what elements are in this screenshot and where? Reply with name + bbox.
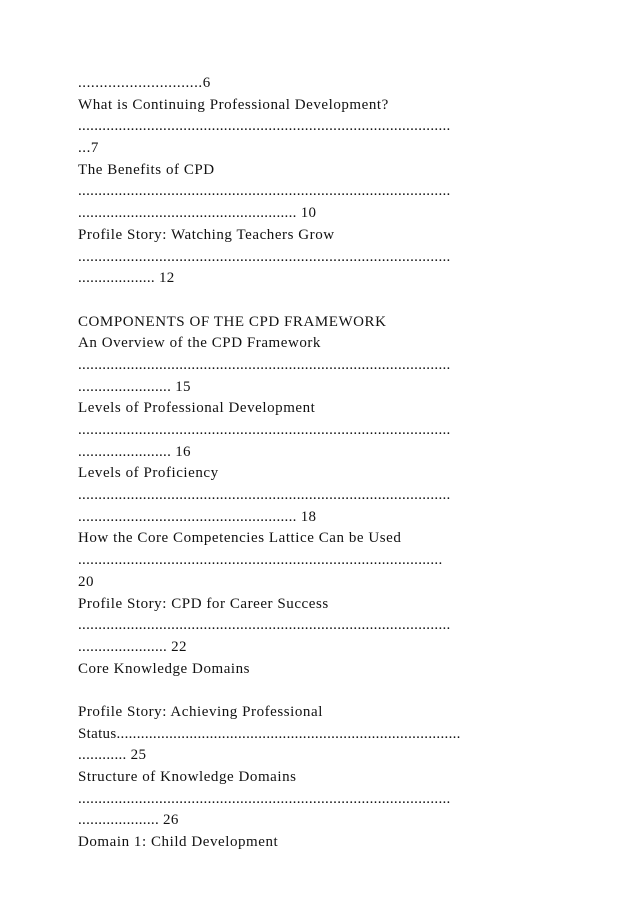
toc-page-number: ...................................................... 18 [78,508,317,525]
toc-leader-dots: .......................................................................................... [78,552,443,569]
toc-leader-dots: ............................................................................................ [78,790,451,807]
toc-page-number: ...................................................... 10 [78,205,317,222]
toc-leader-dots: ............................................................................................ [78,422,451,438]
toc-entry-title: Levels of Proficiency [78,465,219,482]
toc-leader-dots: ............................................................................................ [78,118,451,135]
toc-blank-line [78,290,560,312]
toc-page-number: ....................... 16 [78,443,191,460]
toc-entry-title: An Overview of the CPD Framework [78,335,321,352]
toc-page-number: .................... 26 [78,812,179,829]
toc-entry-title: Levels of Professional Development [78,400,316,417]
toc-entry-title-continued: Status..................................................................................... [78,725,461,742]
toc-entry-title: Core Knowledge Domains [78,660,251,677]
table-of-contents [78,73,560,854]
toc-leader-dots: ............................................................................................ [78,617,451,634]
toc-entry-title: What is Continuing Professional Development? [78,96,389,113]
toc-page-number: 20 [78,573,95,590]
toc-line: .............................6 [78,75,211,91]
toc-page-number: ................... 12 [78,270,175,287]
toc-entry-title: How the Core Competencies Lattice Can be Used [78,530,402,547]
toc-leader-dots: ............................................................................................ [78,487,451,504]
toc-blank-line [78,680,560,702]
toc-page-number: ....................... 15 [78,378,191,395]
toc-entry-title: Structure of Knowledge Domains [78,769,297,785]
toc-leader-dots: ............................................................................................ [78,183,451,200]
toc-section-heading: COMPONENTS OF THE CPD FRAMEWORK [78,313,387,330]
toc-entry-title: Domain 1: Child Development [78,834,279,851]
toc-entry-title: The Benefits of CPD [78,161,215,178]
toc-page-number: ...................... 22 [78,638,187,655]
toc-leader-dots: ............................................................................................ [78,356,451,373]
toc-page-number: ............ 25 [78,747,147,764]
toc-entry-title: Profile Story: Achieving Professional [78,703,323,720]
toc-entry-title: Profile Story: CPD for Career Success [78,595,329,612]
toc-page-number: ...7 [78,140,99,157]
toc-entry-title: Profile Story: Watching Teachers Grow [78,226,335,243]
toc-leader-dots: ............................................................................................ [78,248,451,265]
